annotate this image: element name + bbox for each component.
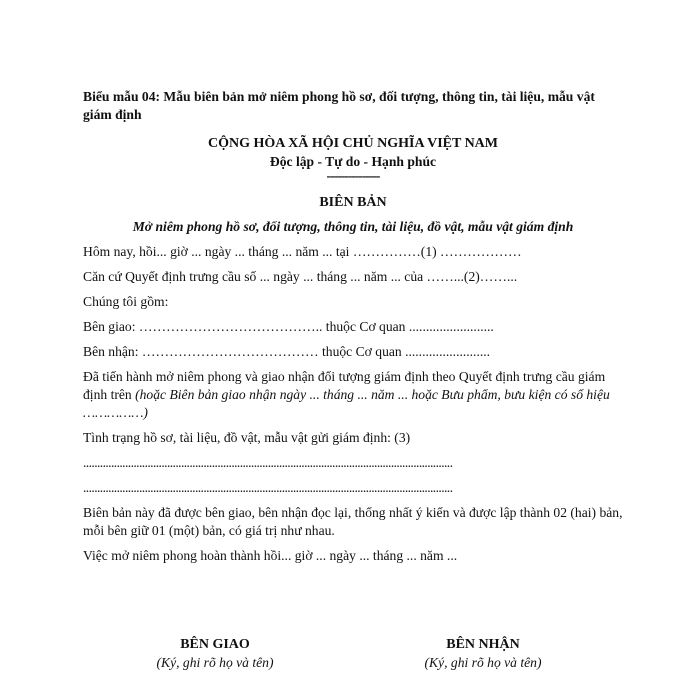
national-motto: Độc lập - Tự do - Hạnh phúc: [269, 154, 437, 169]
form-title: Biểu mẫu 04: Mẫu biên bản mở niêm phong hồ sơ, đối tượng, thông tin, tài liệu, mẫu vật giám định: [83, 89, 595, 122]
paragraph-participants: Chúng tôi gồm:: [83, 294, 169, 309]
fill-in-line-1: ....................................................................................................................................: [83, 455, 453, 470]
signature-receiving-note: (Ký, ghi rõ họ và tên): [424, 655, 542, 670]
paragraph-copies: Biên bản này đã được bên giao, bên nhận đọc lại, thống nhất ý kiến và được lập thành 02 (hai) bản, mỗi bên giữ 01 (một) bản, có giá trị như nhau.: [83, 505, 623, 538]
paragraph-delivering-party: Bên giao: ………………………………….. thuộc Cơ quan .........................: [83, 319, 494, 334]
paragraph-completion: Việc mở niêm phong hoàn thành hồi... giờ ... ngày ... tháng ... năm ...: [83, 548, 458, 563]
fill-in-line-2: ....................................................................................................................................: [83, 480, 453, 495]
document-heading: BIÊN BẢN: [319, 195, 387, 210]
document-body: [83, 88, 623, 565]
unsealing-alternative-note: (hoặc Biên bản giao nhận ngày ... tháng ... năm ... hoặc Bưu phẩm, bưu kiện có số hiệu ……………): [83, 387, 610, 420]
unsealing-text: Đã tiến hành mở niêm phong và giao nhận đối tượng giám định theo Quyết định trưng cầu giám định trên: [83, 369, 606, 402]
paragraph-condition: Tình trạng hồ sơ, tài liệu, đồ vật, mẫu vật gửi giám định: (3): [83, 430, 411, 445]
nation-header: CỘNG HÒA XÃ HỘI CHỦ NGHĨA VIỆT NAM: [207, 136, 498, 151]
document-subheading: Mở niêm phong hồ sơ, đối tượng, thông tin, tài liệu, đồ vật, mẫu vật giám định: [132, 219, 574, 234]
paragraph-unsealing: [83, 368, 623, 422]
signature-delivering-note: (Ký, ghi rõ họ và tên): [156, 655, 274, 670]
paragraph-legal-basis: Căn cứ Quyết định trưng cầu số ... ngày ... tháng ... năm ... của ……...(2)……...: [83, 269, 518, 284]
signature-receiving-title: BÊN NHẬN: [446, 637, 520, 652]
paragraph-time-place: Hôm nay, hồi... giờ ... ngày ... tháng ... năm ... tại ……………(1) ………………: [83, 244, 522, 259]
signature-receiving: [383, 636, 583, 672]
paragraph-receiving-party: Bên nhận: ………………………………… thuộc Cơ quan .........................: [83, 344, 491, 359]
signature-delivering-title: BÊN GIAO: [180, 637, 250, 652]
header-rule: ---------------: [326, 168, 380, 183]
signature-delivering: [115, 636, 315, 672]
